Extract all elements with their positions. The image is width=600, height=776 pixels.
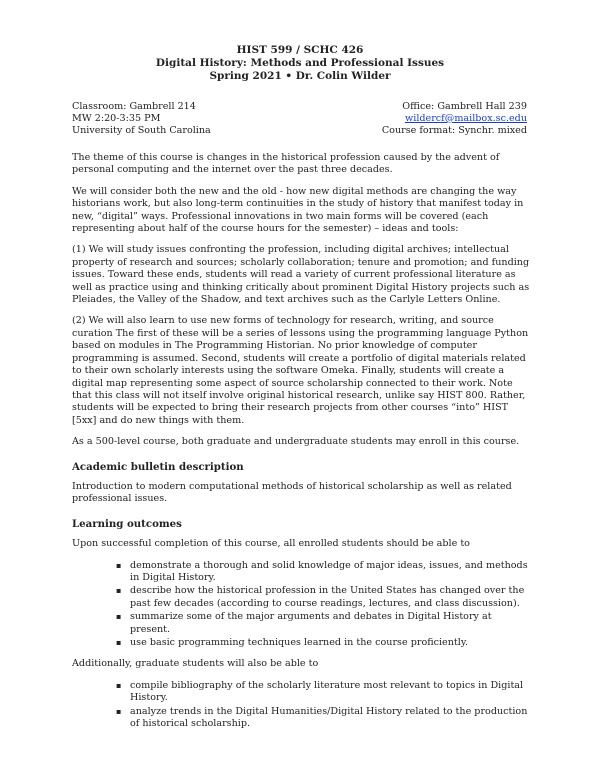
course-code: HIST 599 / SCHC 426: [236, 44, 364, 56]
paragraph-bulletin: Introduction to modern computational methods of historical scholarship as well as related professional issues.: [72, 480, 512, 505]
paragraph-outcomes-intro: Upon successful completion of this course, all enrolled students should be able to: [72, 538, 470, 550]
paragraph-theme: The theme of this course is changes in the historical profession caused by the advent of personal computing and the internet over the past three decades.: [72, 152, 500, 176]
bullet-icon: ▪: [116, 560, 122, 570]
outcomes-list: [72, 560, 530, 650]
course-info-left: [72, 101, 211, 137]
course-header: [0, 44, 600, 83]
list-item: ▪ analyze trends in the Digital Humanities/Digital History related to the production of historical scholarship.: [116, 705, 528, 730]
paragraph-enrollment: As a 500-level course, both graduate and undergraduate students may enroll in this course.: [72, 436, 520, 448]
list-item: ▪ compile bibliography of the scholarly literature most relevant to topics in Digital History.: [116, 679, 524, 704]
classroom: Classroom: Gambrell 214: [72, 101, 196, 112]
course-term-instructor: Spring 2021 • Dr. Colin Wilder: [209, 70, 391, 82]
list-item: ▪ describe how the historical profession in the United States has changed over the past few decades (according to course readings, lectures, and class discussion).: [116, 585, 525, 609]
bullet-icon: ▪: [116, 586, 122, 596]
bullet-icon: ▪: [116, 638, 122, 647]
bullet-icon: ▪: [116, 680, 122, 690]
course-title: Digital History: Methods and Professional Issues: [155, 57, 445, 69]
paragraph-issues: (1) We will study issues confronting the profession, including digital archives; intellectual property of research and sources; scholarly collaboration; tenure and promotion; and funding issues. Toward these ends, students will read a variety of current professional literature as well as practice using and thinking critically about prominent Digital History projects such as Pleiades, the Valley of the Shadow, and text archives such as the Carlyle Letters Online.: [72, 244, 530, 306]
heading-outcomes: Learning outcomes: [72, 517, 182, 530]
email-link[interactable]: wildercf@mailbox.sc.edu: [405, 113, 527, 124]
meeting-time: MW 2:20-3:35 PM: [72, 113, 161, 124]
list-item: ▪ use basic programming techniques learned in the course proficiently.: [116, 637, 469, 648]
paragraph-grad-intro: Additionally, graduate students will also be able to: [72, 658, 319, 670]
bullet-icon: ▪: [116, 612, 122, 622]
list-item: ▪ summarize some of the major arguments and debates in Digital History at present.: [116, 611, 492, 635]
paragraph-tools: (2) We will also learn to use new forms of technology for research, writing, and source curation The first of these will be a series of lessons using the programming language Python based on modules in The Programming Historian. No prior knowledge of computer programming is assumed. Second, students will create a portfolio of digital materials related to their own scholarly interests using the software Omeka. Finally, students will create a digital map representing some aspect of source scholarship connected to their work. Note that this class will not itself involve original historical research, unlike say HIST 800. Rather, students will be expected to bring their research projects from other courses “into” HIST [5xx] and do new things with them.: [72, 315, 529, 426]
grad-outcomes-list: [72, 680, 530, 731]
syllabus-body: [72, 152, 530, 739]
university: University of South Carolina: [72, 125, 211, 136]
course-format: Course format: Synchr. mixed: [381, 125, 527, 136]
course-info-right: [382, 101, 527, 137]
heading-bulletin: Academic bulletin description: [72, 460, 244, 473]
paragraph-overview: We will consider both the new and the old - how new digital methods are changing the way historians work, but also long-term continuities in the study of history that manifest today in new, “digital” ways. Professional innovations in two main forms will be covered (each representing about half of the course hours for the semester) – ideas and tools:: [72, 185, 524, 235]
office: Office: Gambrell Hall 239: [402, 101, 527, 112]
list-item: ▪ demonstrate a thorough and solid knowledge of major ideas, issues, and methods in Digital History.: [116, 559, 528, 583]
bullet-icon: ▪: [116, 706, 122, 716]
